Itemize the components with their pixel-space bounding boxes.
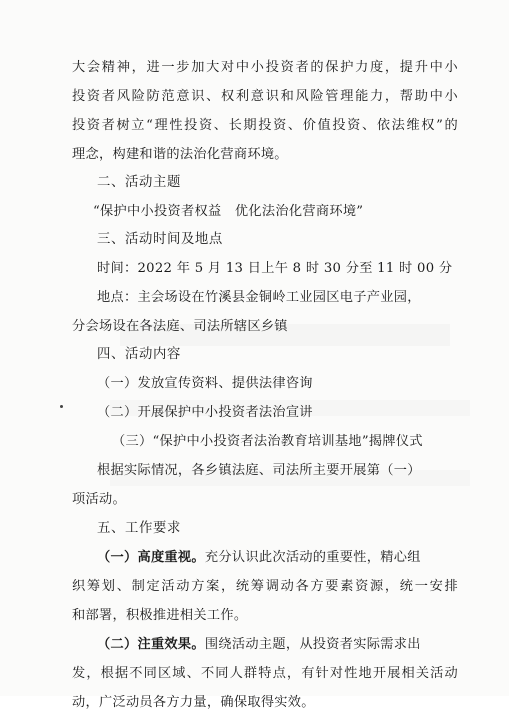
content-item-2: （二）开展保护中小投资者法治宣讲 <box>97 405 313 420</box>
section-heading-time-place: 三、活动时间及地点 <box>97 232 223 247</box>
section-heading-theme: 二、活动主题 <box>97 175 181 190</box>
paragraph-line: 投资者风险防范意识、权利意识和风险管理能力，帮助中小 <box>72 89 458 104</box>
time-text: 时间：2022 年 5 月 13 日上午 8 时 30 分至 11 时 00 分 <box>97 261 453 276</box>
content-item-1: （一）发放宣传资料、提供法律咨询 <box>97 376 313 391</box>
requirement-2-text: 围绕活动主题，从投资者实际需求出 <box>204 637 421 652</box>
requirement-2-lead: （二）注重效果。 <box>97 637 205 652</box>
theme-text: “保护中小投资者权益 优化法治化营商环境” <box>93 204 364 219</box>
paragraph-line: 动，广泛动员各方力量，确保取得实效。 <box>72 695 315 710</box>
place-text: 地点：主会场设在竹溪县金铜岭工业园区电子产业园， <box>97 290 421 305</box>
scan-speck <box>60 405 63 408</box>
content-note-continued: 项活动。 <box>72 492 126 507</box>
content-item-3: （三）“保护中小投资者法治教育培训基地”揭牌仪式 <box>112 434 423 449</box>
requirement-2 <box>97 635 509 655</box>
content-note: 根据实际情况，各乡镇法庭、司法所主要开展第（一） <box>97 463 421 478</box>
section-heading-content: 四、活动内容 <box>97 347 181 362</box>
requirement-1-text: 充分认识此次活动的重要性，精心组 <box>204 550 421 565</box>
place-text-continued: 分会场设在各法庭、司法所辖区乡镇 <box>72 319 288 334</box>
section-heading-requirements: 五、工作要求 <box>97 521 181 536</box>
paragraph-line: 发，根据不同区域、不同人群特点，有针对性地开展相关活动 <box>72 666 458 681</box>
paragraph-line: 织筹划、制定活动方案，统筹调动各方要素资源，统一安排 <box>72 579 458 594</box>
paragraph-line: 和部署，积极推进相关工作。 <box>72 608 248 623</box>
paragraph-line: 理念，构建和谐的法治化营商环境。 <box>72 147 288 162</box>
requirement-1-lead: （一）高度重视。 <box>97 550 205 565</box>
paragraph-line: 投资者树立“理性投资、长期投资、价值投资、依法维权”的 <box>72 118 458 133</box>
requirement-1 <box>97 548 509 568</box>
paragraph-line: 大会精神，进一步加大对中小投资者的保护力度，提升中小 <box>72 60 458 75</box>
